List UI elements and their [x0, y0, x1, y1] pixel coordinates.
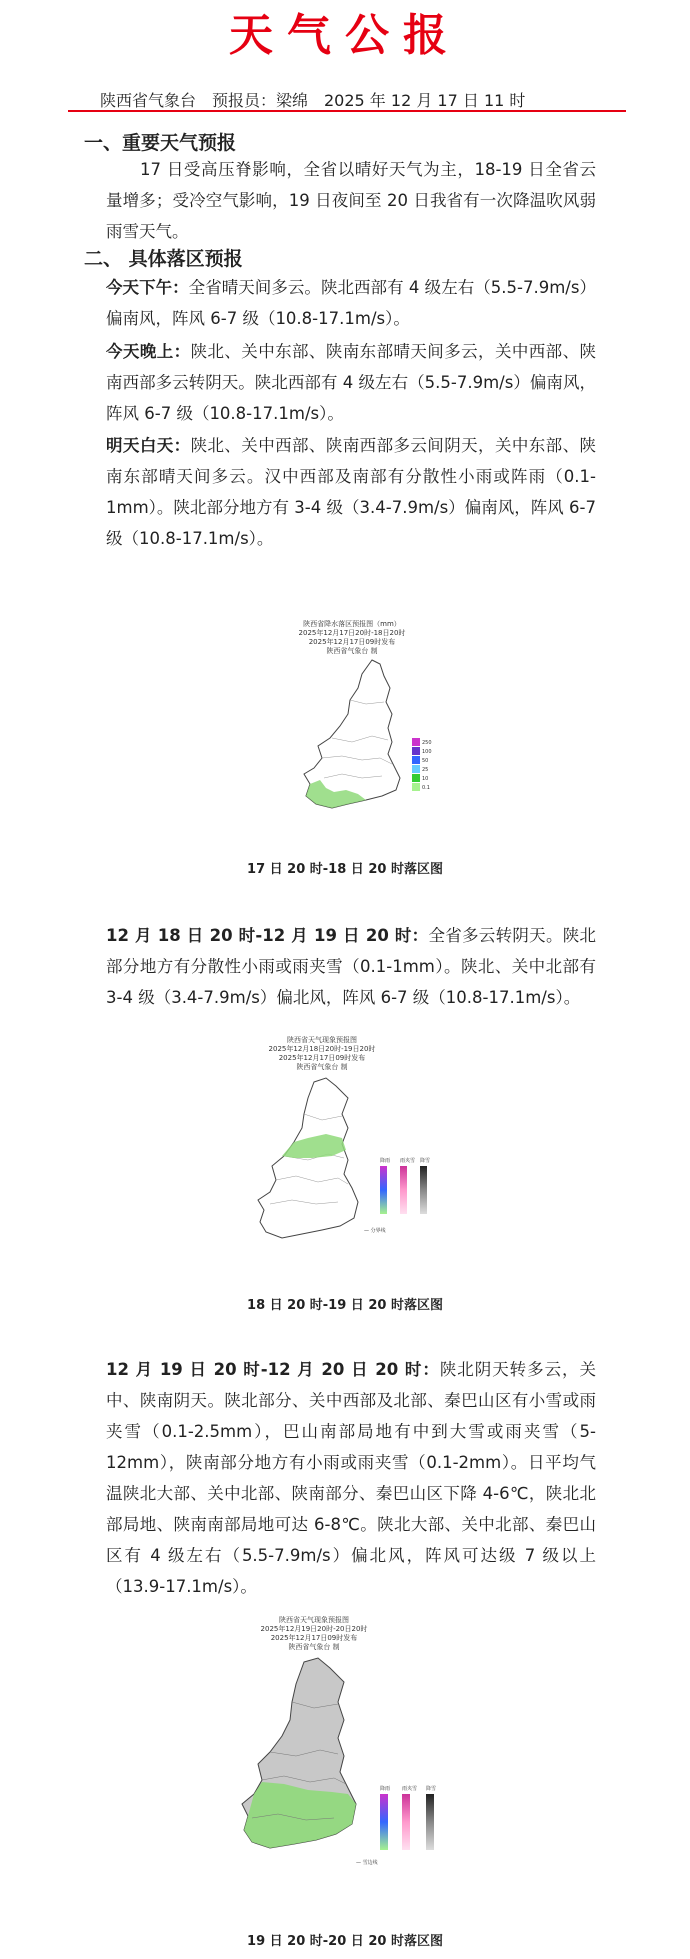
weather-map-3: [234, 1614, 464, 1904]
map2-caption: 18 日 20 时-19 日 20 时落区图: [247, 1298, 443, 1313]
legend-swatch-100: [412, 747, 420, 755]
legend-label-250: 250: [422, 740, 432, 746]
map2-title-1: 陕西省天气现象预报图: [287, 1036, 357, 1044]
map3-caption: 19 日 20 时-20 日 20 时落区图: [247, 1934, 443, 1949]
map1-title-3: 2025年12月17日09时发布: [308, 638, 396, 646]
today-afternoon: [106, 272, 596, 334]
tomorrow-day-lead: 明天白天：: [106, 436, 191, 455]
map1-title-4: 陕西省气象台 制: [326, 647, 378, 655]
legend-label-01: 0.1: [422, 785, 430, 791]
section1-heading: 一、重要天气预报: [84, 132, 237, 154]
period-18-19-text: 全省多云转阴天。陕北部分地方有分散性小雨或雨夹雪（0.1-1mm）。陕北、关中北部有 3-4 级（3.4-7.9m/s）偏北风，阵风 6-7 级（10.8-17.1m/s）。: [106, 926, 597, 1007]
map3-title-2: 2025年12月19日20时-20日20时: [260, 1625, 368, 1633]
section2-heading: 二、 具体落区预报: [84, 248, 243, 270]
header-rule: [68, 110, 626, 112]
period-19-20-text: 陕北阴天转多云，关中、陕南阴天。陕北部分、关中西部及北部、秦巴山区有小雪或雨夹雪（0.1-2.5mm），巴山南部局地有中到大雪或雨夹雪（5-12mm），陕南部分地方有小雨或雨夹雪（0.1-2mm）。日平均气温陕北大部、关中北部、陕南部分、秦巴山区下降 4-6℃，陕北北部局地、陕南南部局地可达 6-8℃。陕北大部、关中北部、秦巴山区有 4 级左右（5.5-7.9m/s）偏北风，阵风可达级 7 级以上（13.9-17.1m/s）。: [106, 1360, 597, 1596]
tomorrow-day: [106, 430, 596, 554]
period-19-20-lead: 12 月 19 日 20 时-12 月 20 日 20 时：: [106, 1360, 440, 1379]
map3-title-1: 陕西省天气现象预报图: [279, 1616, 349, 1624]
precip-map-1: [262, 618, 442, 823]
legend-swatch-50: [412, 756, 420, 764]
legend-label-25: 25: [422, 767, 429, 773]
bulletin-title: 天气公报: [229, 10, 461, 61]
legend-head-snow: 降雪: [420, 1158, 431, 1164]
map2-title-4: 陕西省气象台 制: [296, 1063, 348, 1071]
legend-bar-rain: [380, 1166, 387, 1214]
legend-swatch-250: [412, 738, 420, 746]
legend-head-snow: 降雪: [426, 1786, 437, 1792]
map3-note: — 雪边线: [356, 1860, 378, 1866]
legend-head-rain: 降雨: [380, 1158, 391, 1164]
map3-title-4: 陕西省气象台 制: [288, 1643, 340, 1651]
section1-text: 17 日受高压脊影响，全省以晴好天气为主，18-19 日全省云量增多；受冷空气影响，19 日夜间至 20 日我省有一次降温吹风弱雨雪天气。: [106, 160, 596, 241]
tonight-lead: 今天晚上：: [106, 342, 191, 361]
period-18-19: [106, 920, 596, 1013]
legend-label-100: 100: [422, 749, 432, 755]
legend-bar-sleet: [402, 1794, 410, 1850]
legend-swatch-01: [412, 783, 420, 791]
period-19-20: [106, 1354, 596, 1602]
today-afternoon-lead: 今天下午：: [106, 278, 189, 297]
map3-title-3: 2025年12月17日09时发布: [270, 1634, 358, 1642]
legend-bar-snow: [426, 1794, 434, 1850]
map1-title-1: 陕西省降水落区预报图（mm）: [303, 620, 401, 628]
map2-note: — 分界线: [364, 1228, 386, 1234]
tomorrow-day-text: 陕北、关中西部、陕南西部多云间阴天，关中东部、陕南东部晴天间多云。汉中西部及南部有分散性小雨或阵雨（0.1-1mm）。陕北部分地方有 3-4 级（3.4-7.9m/s）偏南风，阵风 6-7 级（10.8-17.1m/s）。: [106, 436, 597, 548]
byline: 陕西省气象台 预报员：梁绵 2025 年 12 月 17 日 11 时: [100, 91, 526, 110]
map2-title-2: 2025年12月18日20时-19日20时: [268, 1045, 376, 1053]
weather-map-2: [252, 1034, 452, 1274]
legend-swatch-25: [412, 765, 420, 773]
legend-head-rain: 降雨: [380, 1786, 391, 1792]
today-afternoon-text: 全省晴天间多云。陕北西部有 4 级左右（5.5-7.9m/s）偏南风，阵风 6-7 级（10.8-17.1m/s）。: [106, 278, 596, 328]
legend-label-50: 50: [422, 758, 429, 764]
legend-swatch-10: [412, 774, 420, 782]
map1-caption: 17 日 20 时-18 日 20 时落区图: [247, 862, 443, 877]
tonight-text: 陕北、关中东部、陕南东部晴天间多云，关中西部、陕南西部多云转阴天。陕北西部有 4 级左右（5.5-7.9m/s）偏南风，阵风 6-7 级（10.8-17.1m/s）。: [106, 342, 597, 423]
period-18-19-lead: 12 月 18 日 20 时-12 月 19 日 20 时：: [106, 926, 429, 945]
legend-bar-rain: [380, 1794, 388, 1850]
legend-head-sleet: 雨夹雪: [402, 1786, 418, 1792]
tonight: [106, 336, 596, 429]
legend-label-10: 10: [422, 776, 429, 782]
legend-bar-snow: [420, 1166, 427, 1214]
legend-head-sleet: 雨夹雪: [400, 1158, 416, 1164]
map2-title-3: 2025年12月17日09时发布: [278, 1054, 366, 1062]
legend-bar-sleet: [400, 1166, 407, 1214]
map1-title-2: 2025年12月17日20时-18日20时: [298, 629, 406, 637]
